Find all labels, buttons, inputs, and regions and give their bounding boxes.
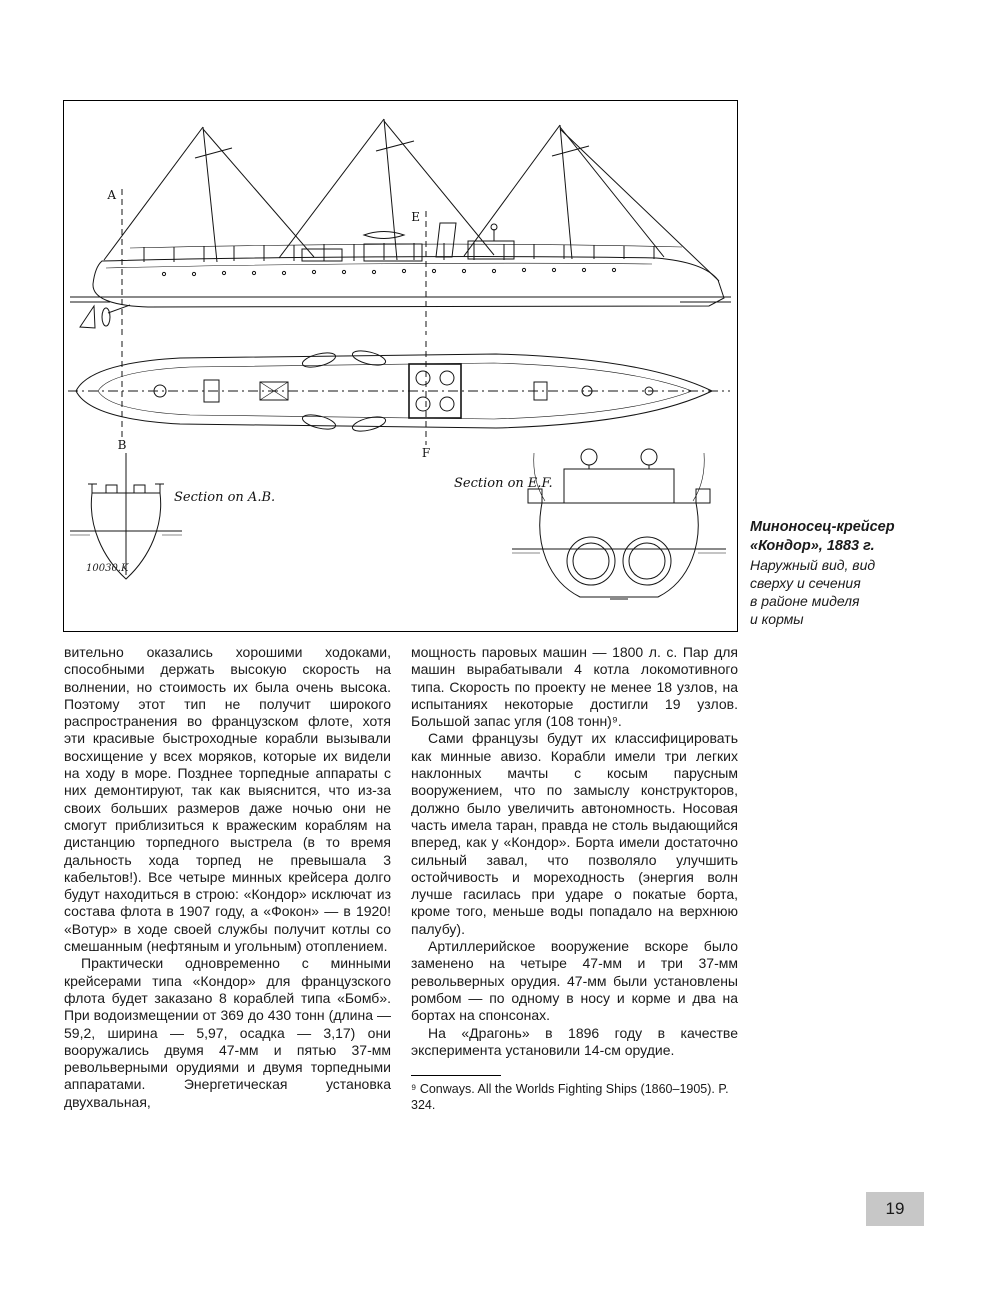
section-mark-f: F bbox=[421, 446, 431, 460]
section-ab-view bbox=[70, 453, 182, 579]
paragraph: На «Драгонь» в 1896 году в качестве эксперимента установили 14-см орудие. bbox=[411, 1024, 738, 1058]
figure-caption-title: «Кондор», 1883 г. bbox=[750, 538, 875, 554]
drawing-labels bbox=[86, 188, 553, 574]
plan-view bbox=[68, 341, 730, 445]
figure-caption-subtitle: Наружный вид, вид bbox=[750, 557, 876, 573]
section-mark-e: E bbox=[411, 210, 420, 224]
side-elevation-view bbox=[70, 119, 731, 335]
section-ef-label: Section on E.F. bbox=[454, 476, 553, 491]
right-column bbox=[411, 644, 738, 1113]
figure-caption-title: Миноносец-крейсер bbox=[750, 519, 895, 535]
page-number: 19 bbox=[866, 1192, 924, 1226]
left-column bbox=[64, 644, 391, 1113]
figure-caption-subtitle: сверху и сечения bbox=[750, 575, 861, 591]
paragraph: вительно оказались хорошими ходоками, способными держать высокую скорость на волнении, но стоимость их была очень высока. Поэтому этот тип не получит широкого распространения во французском флоте, хотя эти красивые быстроходные корабли вызывали восхищение у всех моряков, которые их видели на ходу в море. Позднее торпедные аппараты с них демонтируют, так как выяснится, что из-за своих больших размеров даже ночью они не смогут приблизиться к вражеским кораблям на дистанцию торпедного выстрела (в то время дальность хода торпед не превышала 3 кабельтов!). Все четыре минных крейсера долго будут находиться в строю: «Кондор» исключат из состава флота в 1907 году, а «Фокон» — в 1920! «Вотур» в ходе своей службы получит котлы со смешанным (нефтяным и угольным) отоплением. bbox=[64, 644, 391, 955]
paragraph: Сами французы будут их классифицировать как минные авизо. Корабли имели три легких наклонных мачты с косым парусным вооружением, что по замыслу конструкторов, должно было увеличить автономность. Носовая часть имела таран, правда не столь выдающийся вперед, как у «Кондор». Борта имели достаточно сильный завал, что позволяло улучшить остойчивость и мореходность (энергия волн лучше гасилась при ударе о покатые борта, кроме того, меньше воды попадало на верхнюю палубу). bbox=[411, 730, 738, 937]
ship-drawing-figure bbox=[63, 100, 738, 632]
drawing-number: 10030.K bbox=[86, 563, 129, 574]
section-ef-view bbox=[512, 449, 726, 599]
paragraph: Артиллерийское вооружение вскоре было заменено на четыре 47-мм и три 37-мм револьверных орудия. 47-мм были установлены ромбом — по одному в носу и корме и два на бортах на спонсонах. bbox=[411, 938, 738, 1024]
figure-caption-subtitle: в районе миделя bbox=[750, 593, 860, 609]
section-mark-b: B bbox=[117, 438, 127, 452]
section-ab-label: Section on A.B. bbox=[174, 490, 276, 505]
footnote-rule bbox=[411, 1075, 501, 1076]
section-mark-a: A bbox=[107, 188, 116, 202]
figure-caption-subtitle: и кормы bbox=[750, 611, 804, 627]
footnote: ⁹ Conways. All the Worlds Fighting Ships (1860–1905). P. 324. bbox=[411, 1082, 729, 1113]
paragraph: Практически одновременно с минными крейсерами типа «Кондор» для французского флота будет заказано 8 кораблей типа «Бомб». При водоизмещении от 369 до 430 тонн (длина — 59,2, ширина — 5,97, осадка — 3,17) они вооружались двумя 47-мм и пятью 37-мм револьверными орудиями и двумя торпедными аппаратами. Энергетическая установка двухвальная, bbox=[64, 955, 391, 1110]
paragraph: мощность паровых машин — 1800 л. с. Пар для машин вырабатывали 4 котла локомотивного типа. Скорость по проекту не менее 18 узлов, на испытаниях некоторые достигли 19 узлов. Большой запас угля (108 тонн)⁹. bbox=[411, 644, 738, 730]
figure-caption bbox=[750, 518, 965, 628]
ship-drawing-svg bbox=[64, 101, 737, 631]
article-columns bbox=[64, 644, 738, 1113]
